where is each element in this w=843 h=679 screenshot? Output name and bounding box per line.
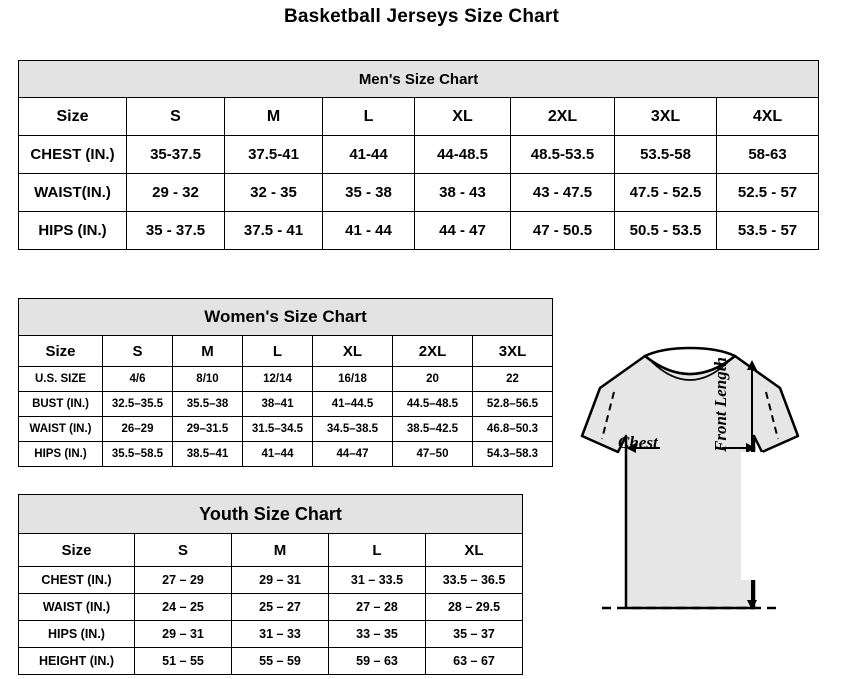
table-column-header-row: [19, 336, 553, 367]
womens-chart-title: Women's Size Chart: [19, 299, 553, 336]
column-header-l: L: [243, 336, 313, 367]
cell: 59 – 63: [329, 648, 426, 675]
cell: 38.5–42.5: [393, 417, 473, 442]
cell: 4/6: [103, 367, 173, 392]
cell: 29–31.5: [173, 417, 243, 442]
column-header-size: Size: [19, 336, 103, 367]
table-row: [19, 594, 523, 621]
cell: 32 - 35: [225, 174, 323, 212]
table-header-band: [19, 495, 523, 534]
table-row: [19, 442, 553, 467]
cell: 47–50: [393, 442, 473, 467]
womens-size-chart-table: [18, 298, 553, 467]
cell: 58-63: [717, 136, 819, 174]
column-header-3xl: 3XL: [615, 98, 717, 136]
cell: 43 - 47.5: [511, 174, 615, 212]
cell: 63 – 67: [426, 648, 523, 675]
cell: 41 - 44: [323, 212, 415, 250]
column-header-size: Size: [19, 534, 135, 567]
cell: 8/10: [173, 367, 243, 392]
cell: 37.5 - 41: [225, 212, 323, 250]
row-label-waist: WAIST (IN.): [19, 417, 103, 442]
column-header-m: M: [232, 534, 329, 567]
table-row: [19, 367, 553, 392]
cell: 47.5 - 52.5: [615, 174, 717, 212]
table-header-band: [19, 61, 819, 98]
table-header-band: [19, 299, 553, 336]
cell: 48.5-53.5: [511, 136, 615, 174]
table-column-header-row: [19, 534, 523, 567]
mens-size-chart-table: [18, 60, 819, 250]
cell: 31 – 33: [232, 621, 329, 648]
cell: 29 – 31: [232, 567, 329, 594]
row-label-us-size: U.S. SIZE: [19, 367, 103, 392]
column-header-l: L: [329, 534, 426, 567]
cell: 41–44: [243, 442, 313, 467]
column-header-s: S: [127, 98, 225, 136]
column-header-xl: XL: [415, 98, 511, 136]
cell: 29 – 31: [135, 621, 232, 648]
cell: 55 – 59: [232, 648, 329, 675]
row-label-waist: WAIST (IN.): [19, 594, 135, 621]
cell: 54.3–58.3: [473, 442, 553, 467]
cell: 44–47: [313, 442, 393, 467]
column-header-3xl: 3XL: [473, 336, 553, 367]
row-label-height: HEIGHT (IN.): [19, 648, 135, 675]
row-label-chest: CHEST (IN.): [19, 567, 135, 594]
cell: 12/14: [243, 367, 313, 392]
column-header-m: M: [225, 98, 323, 136]
table-row: [19, 417, 553, 442]
cell: 44 - 47: [415, 212, 511, 250]
cell: 24 – 25: [135, 594, 232, 621]
cell: 33 – 35: [329, 621, 426, 648]
cell: 31.5–34.5: [243, 417, 313, 442]
youth-size-chart-table: [18, 494, 523, 675]
row-label-hips: HIPS (IN.): [19, 212, 127, 250]
cell: 41–44.5: [313, 392, 393, 417]
page-title: Basketball Jerseys Size Chart: [283, 6, 560, 27]
column-header-4xl: 4XL: [717, 98, 819, 136]
jersey-shirt-icon: [540, 340, 840, 670]
front-length-label-backing: [741, 452, 763, 580]
cell: 51 – 55: [135, 648, 232, 675]
cell: 52.8–56.5: [473, 392, 553, 417]
row-label-hips: HIPS (IN.): [19, 621, 135, 648]
chest-label: Chest: [618, 433, 658, 452]
cell: 53.5-58: [615, 136, 717, 174]
cell: 34.5–38.5: [313, 417, 393, 442]
mens-chart-title: Men's Size Chart: [19, 61, 819, 98]
cell: 27 – 29: [135, 567, 232, 594]
column-header-m: M: [173, 336, 243, 367]
cell: 38–41: [243, 392, 313, 417]
cell: 41-44: [323, 136, 415, 174]
table-row: [19, 136, 819, 174]
cell: 46.8–50.3: [473, 417, 553, 442]
table-row: [19, 212, 819, 250]
cell: 35 - 37.5: [127, 212, 225, 250]
column-header-l: L: [323, 98, 415, 136]
cell: 38 - 43: [415, 174, 511, 212]
cell: 44-48.5: [415, 136, 511, 174]
column-header-s: S: [135, 534, 232, 567]
cell: 35.5–58.5: [103, 442, 173, 467]
column-header-xl: XL: [426, 534, 523, 567]
cell: 28 – 29.5: [426, 594, 523, 621]
table-row: [19, 567, 523, 594]
cell: 29 - 32: [127, 174, 225, 212]
column-header-2xl: 2XL: [393, 336, 473, 367]
cell: 37.5-41: [225, 136, 323, 174]
cell: 50.5 - 53.5: [615, 212, 717, 250]
cell: 25 – 27: [232, 594, 329, 621]
column-header-2xl: 2XL: [511, 98, 615, 136]
table-row: [19, 392, 553, 417]
cell: 26–29: [103, 417, 173, 442]
row-label-hips: HIPS (IN.): [19, 442, 103, 467]
cell: 20: [393, 367, 473, 392]
table-row: [19, 174, 819, 212]
cell: 31 – 33.5: [329, 567, 426, 594]
row-label-bust: BUST (IN.): [19, 392, 103, 417]
cell: 33.5 – 36.5: [426, 567, 523, 594]
cell: 47 - 50.5: [511, 212, 615, 250]
cell: 16/18: [313, 367, 393, 392]
table-row: [19, 621, 523, 648]
cell: 38.5–41: [173, 442, 243, 467]
row-label-waist: WAIST(IN.): [19, 174, 127, 212]
table-row: [19, 648, 523, 675]
column-header-s: S: [103, 336, 173, 367]
column-header-xl: XL: [313, 336, 393, 367]
cell: 32.5–35.5: [103, 392, 173, 417]
front-length-label: Front Length: [711, 357, 730, 452]
table-column-header-row: [19, 98, 819, 136]
cell: 22: [473, 367, 553, 392]
cell: 35-37.5: [127, 136, 225, 174]
jersey-measurement-diagram: [540, 340, 840, 670]
cell: 35.5–38: [173, 392, 243, 417]
cell: 53.5 - 57: [717, 212, 819, 250]
cell: 52.5 - 57: [717, 174, 819, 212]
row-label-chest: CHEST (IN.): [19, 136, 127, 174]
cell: 35 - 38: [323, 174, 415, 212]
cell: 35 – 37: [426, 621, 523, 648]
cell: 27 – 28: [329, 594, 426, 621]
youth-chart-title: Youth Size Chart: [19, 495, 523, 534]
cell: 44.5–48.5: [393, 392, 473, 417]
column-header-size: Size: [19, 98, 127, 136]
